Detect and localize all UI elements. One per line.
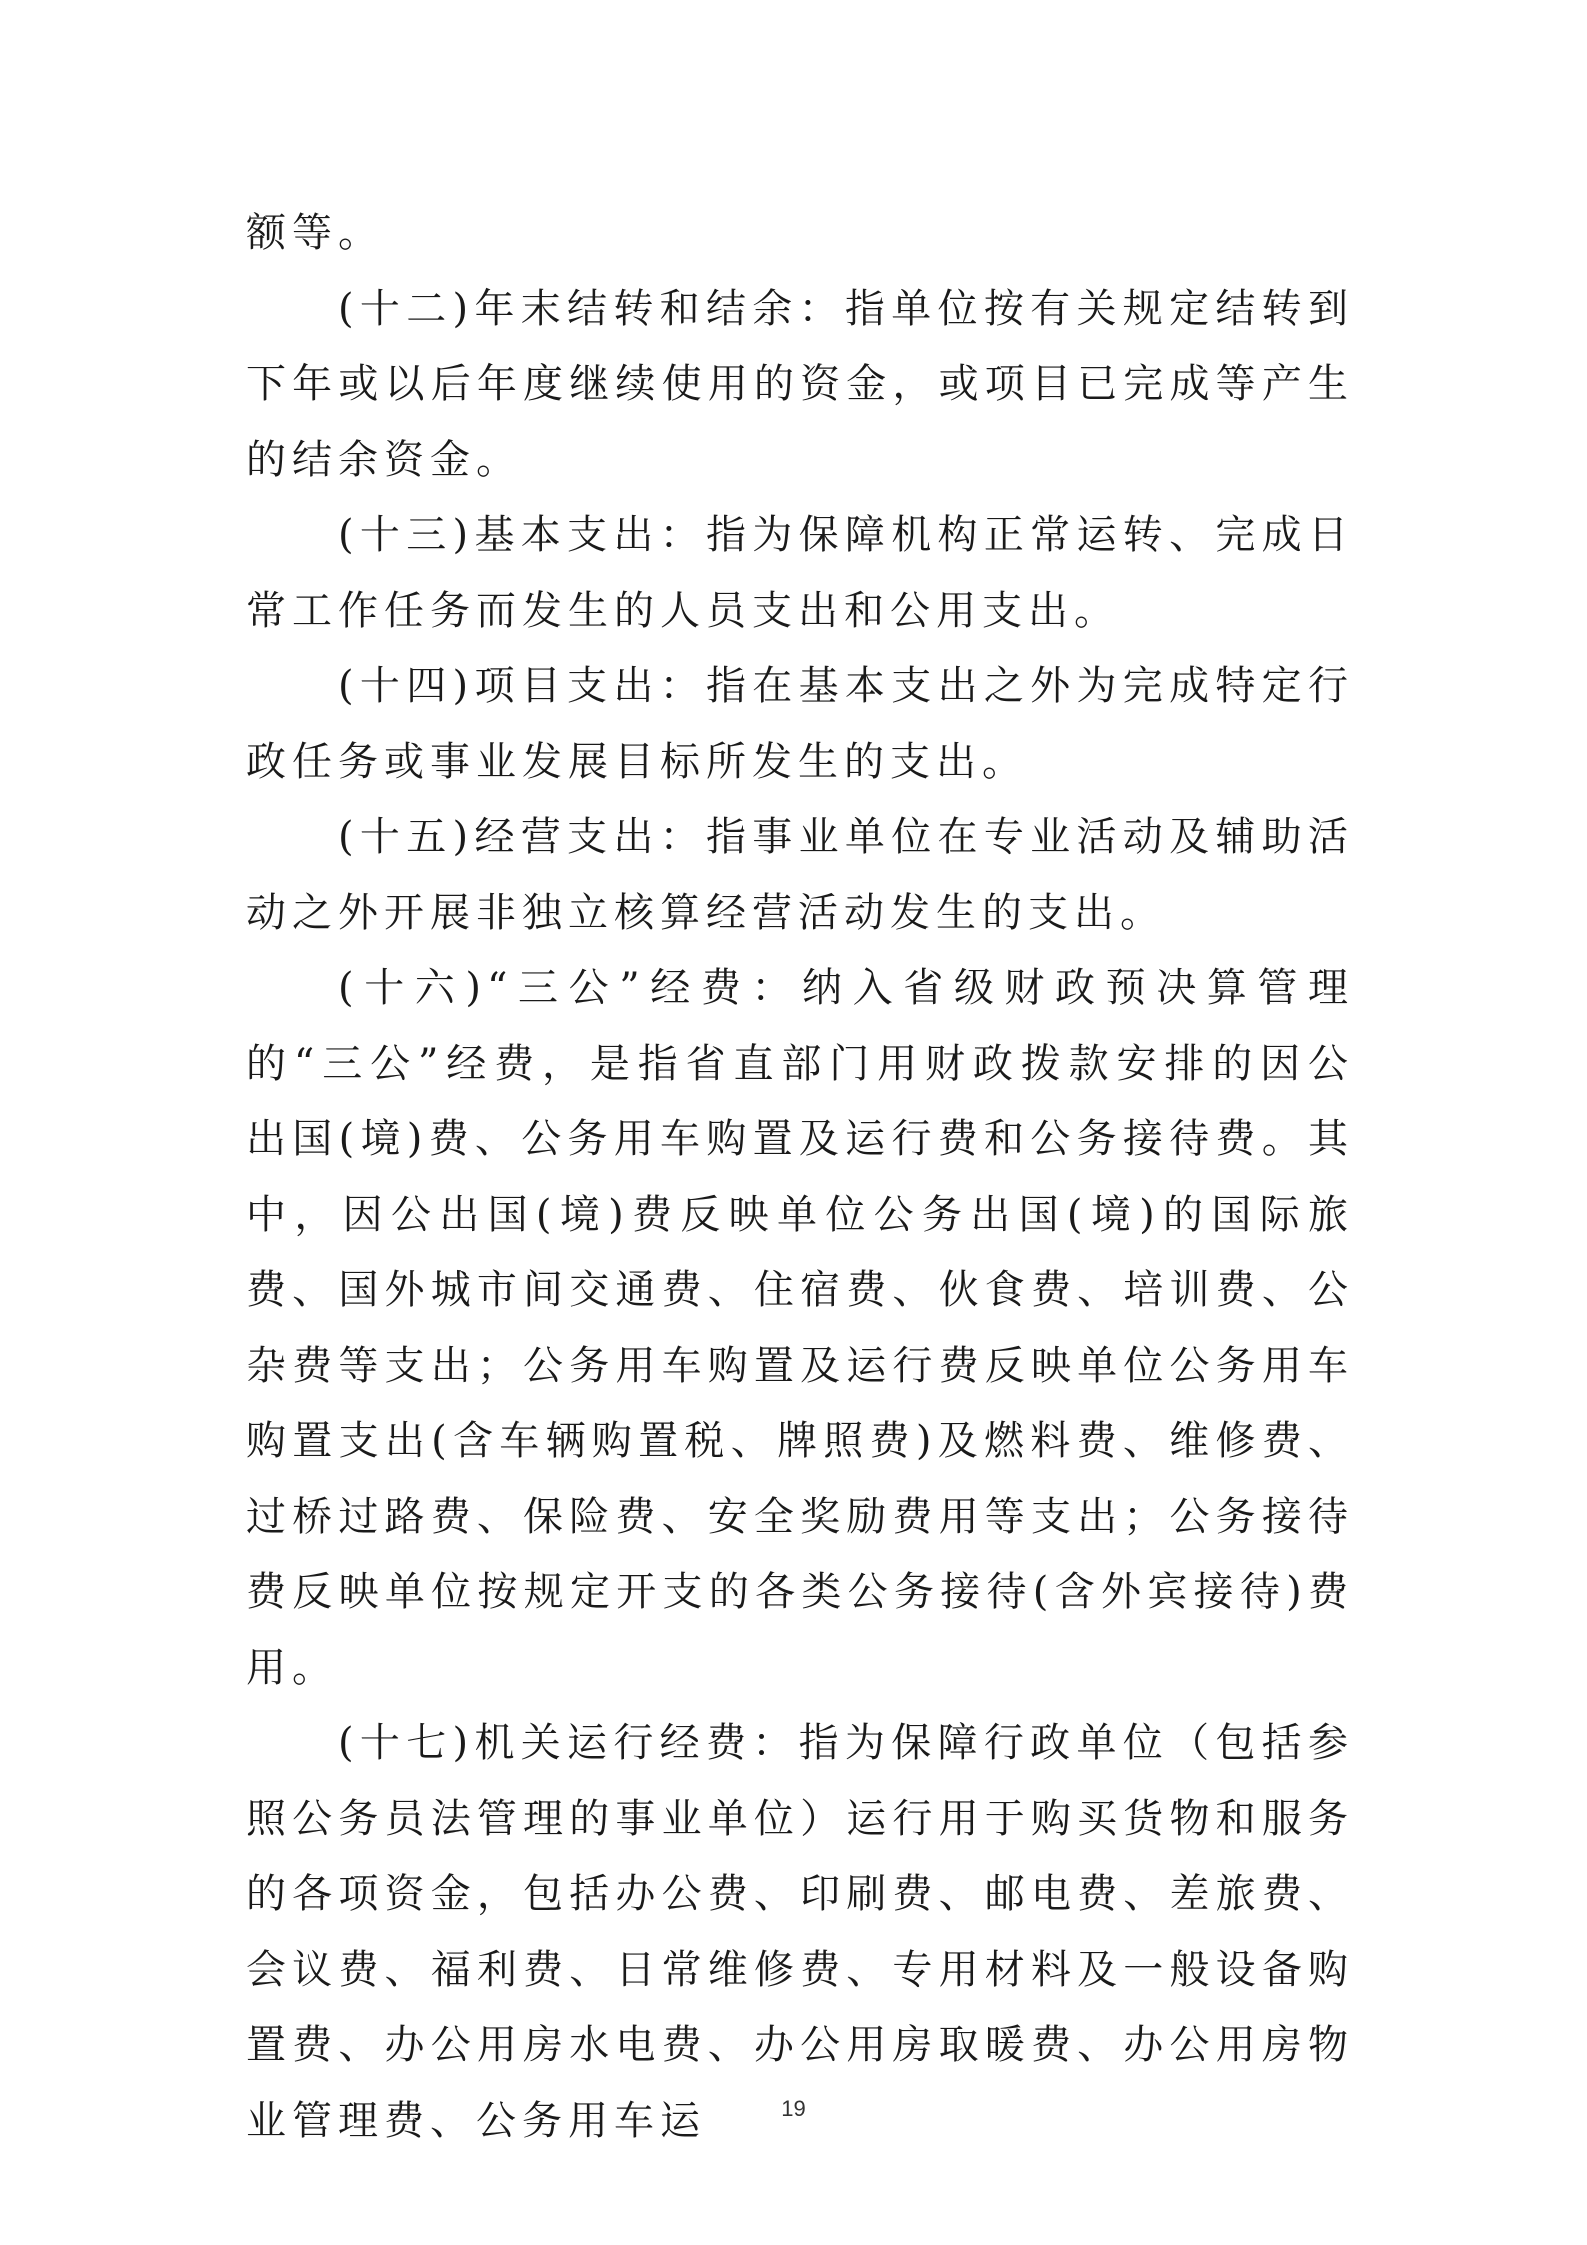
body-text	[246, 196, 1354, 2159]
page-number: 19	[781, 2096, 806, 2121]
paragraph-operating-expenditure: (十五)经营支出：指事业单位在专业活动及辅助活动之外开展非独立核算经营活动发生的支出。	[246, 814, 1354, 936]
paragraph-year-end-balance: (十二)年末结转和结余：指单位按有关规定结转到下年或以后年度继续使用的资金，或项目已完成等产生的结余资金。	[246, 285, 1354, 483]
paragraph-continuation: 额等。	[246, 210, 384, 256]
paragraph-three-public-expenses: (十六)“三公”经费：纳入省级财政预决算管理的“三公”经费，是指省直部门用财政拨款安排的因公出国(境)费、公务用车购置及运行费和公务接待费。其中，因公出国(境)费反映单位公务出国(境)的国际旅费、国外城市间交通费、住宿费、伙食费、培训费、公杂费等支出；公务用车购置及运行费反映单位公务用车购置支出(含车辆购置税、牌照费)及燃料费、维修费、过桥过路费、保险费、安全奖励费用等支出；公务接待费反映单位按规定开支的各类公务接待(含外宾接待)费用。	[246, 965, 1354, 1691]
paragraph-basic-expenditure: (十三)基本支出：指为保障机构正常运转、完成日常工作任务而发生的人员支出和公用支出。	[246, 512, 1354, 634]
paragraph-project-expenditure: (十四)项目支出：指在基本支出之外为完成特定行政任务或事业发展目标所发生的支出。	[246, 663, 1354, 785]
paragraph-agency-operating-funds: (十七)机关运行经费：指为保障行政单位（包括参照公务员法管理的事业单位）运行用于购买货物和服务的各项资金，包括办公费、印刷费、邮电费、差旅费、会议费、福利费、日常维修费、专用材料及一般设备购置费、办公用房水电费、办公用房取暖费、办公用房物业管理费、公务用车运	[246, 1720, 1354, 2144]
